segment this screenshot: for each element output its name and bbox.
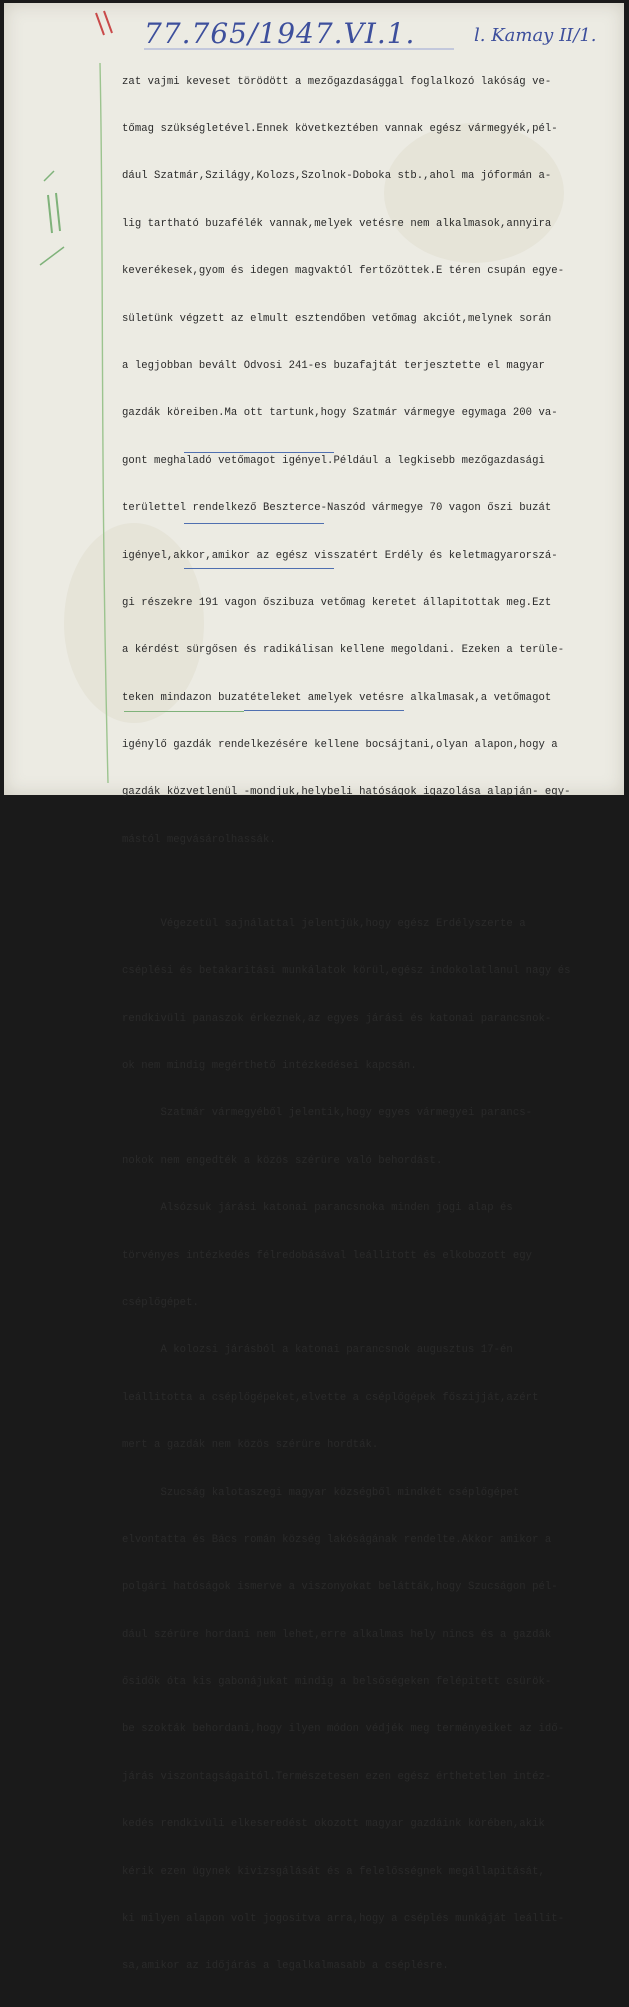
blue-underline — [184, 568, 334, 569]
text-line: kérik ezen ügynek kivizsgálását és a felelősségnek megállapitását, — [122, 1865, 545, 1878]
green-pencil-mark — [44, 171, 54, 181]
blue-underline — [244, 710, 404, 711]
typewritten-body — [122, 43, 622, 2007]
text-line: törvényes intézkedés félredobásával leállitott és elkobozott egy — [122, 1249, 533, 1262]
text-line: a legjobban bevált Odvosi 241-es buzafajtát terjesztette el magyar — [122, 359, 545, 372]
text-line: cséplési és betakaritási munkálatok körül,egész indokolatlanul nagy és — [122, 965, 571, 978]
text-line: Alsózsuk járási katonai parancsnoka minden jogi alap és — [122, 1202, 513, 1215]
text-line: polgári hatóságok ismerve a viszonyokat belátták,hogy Szucságon pél- — [122, 1581, 558, 1594]
text-line: nokok nem engedték a közös szérüre való behordást. — [122, 1154, 443, 1167]
text-line: Szucság kalotaszegi magyar községből mindkét cséplőgépet — [122, 1486, 520, 1499]
text-line: ősidők óta kis gabonájukat mindig a belsőségeken felépitett csürök- — [122, 1676, 552, 1689]
text-line: területtel rendelkező Beszterce-Naszód vármegye 70 vagon őszi buzát — [122, 502, 552, 515]
text-line: Szatmár vármegyéből jelentik,hogy egyes vármegyei parancs- — [122, 1107, 533, 1120]
margin-note: l. Kamay II/1. — [474, 25, 597, 46]
text-line: leállitotta a cséplőgépeket,elvette a cséplőgépek főszijját,azért — [122, 1391, 539, 1404]
text-line: Végezetül sajnálattal jelentjük,hogy egész Erdélyszerte a — [122, 917, 526, 930]
text-line: gazdák közvetlenül -mondjuk,helybeli hatóságok igazolása alapján- egy- — [122, 786, 571, 799]
paragraph-gap — [122, 880, 622, 885]
blue-underline — [184, 452, 334, 453]
text-line: ki milyen alapon volt jogositva arra,hogy a cséplés munkáját leállit- — [122, 1913, 565, 1926]
text-line: A kolozsi járásból a katonai parancsnok augusztus 17-én — [122, 1344, 513, 1357]
red-pencil-mark — [104, 11, 112, 33]
text-line: elvontatta és Bács román község lakóságának rendelte.Akkor amikor a — [122, 1533, 552, 1546]
red-pencil-mark — [96, 13, 104, 35]
green-pencil-mark — [56, 193, 60, 231]
text-line: lig tartható buzafélék vannak,melyek vetésre nem alkalmasok,annyira — [122, 217, 552, 230]
text-line: rendkivüli panaszok érkeznek,az egyes járási és katonai parancsnok- — [122, 1012, 552, 1025]
text-line: sületünk végzett az elmult esztendőben vetőmag akciót,melynek során — [122, 312, 552, 325]
text-line: cséplőgépet. — [122, 1296, 199, 1309]
text-line: igényel,akkor,amikor az egész visszatért Erdély és keletmagyarorszá- — [122, 549, 558, 562]
text-line: mert a gazdák nem közös szérüre hordták. — [122, 1439, 379, 1452]
text-line: tőmag szükségletével.Ennek következtében vannak egész vármegyék,pél- — [122, 122, 558, 135]
green-underline — [124, 711, 244, 712]
text-line: dául szérüre hordani nem lehet,erre alkalmas hely nincs és a gazdák — [122, 1628, 552, 1641]
text-line: gont meghaladó vetőmagot igényel.Például a legkisebb mezőgazdasági — [122, 454, 545, 467]
text-line: teken mindazon buzatételeket amelyek vetésre alkalmasak,a vetőmagot — [122, 691, 552, 704]
green-margin-line — [100, 63, 108, 783]
text-line: gazdák köreiben.Ma ott tartunk,hogy Szatmár vármegye egymaga 200 va- — [122, 407, 558, 420]
green-pencil-mark — [48, 195, 52, 233]
blue-underline — [184, 523, 324, 524]
text-line: mástól megvásárolhassák. — [122, 833, 276, 846]
text-line: járás viszontagságaitól.Természetesen ezen egész érthetetlen intéz- — [122, 1770, 552, 1783]
text-line: igénylő gazdák rendelkezésére kellene bocsájtani,olyan alapon,hogy a — [122, 739, 558, 752]
text-line: zat vajmi keveset törödött a mezőgazdasággal foglalkozó lakóság ve- — [122, 75, 552, 88]
text-line: kedés rendkivüli elkeseredést okozott magyar gazdáink körében,akik — [122, 1818, 545, 1831]
text-line: keverékesek,gyom és idegen magvaktól fertőzöttek.E téren csupán egye- — [122, 265, 565, 278]
text-line: sa,amikor az időjárás a legalkalmasabb a cséplésre. — [122, 1960, 449, 1973]
text-line: gi részekre 191 vagon őszibuza vetőmag keretet állapitottak meg.Ezt — [122, 596, 552, 609]
reference-number: 77.765/1947.VI.1. — [144, 17, 416, 50]
text-line: dául Szatmár,Szilágy,Kolozs,Szolnok-Doboka stb.,ahol ma jóformán a- — [122, 170, 552, 183]
document-page — [4, 3, 624, 1973]
green-pencil-mark — [40, 247, 64, 265]
text-line: a kérdést sürgősen és radikálisan kellene megoldani. Ezeken a terüle- — [122, 644, 565, 657]
text-line: be szokták behordani,hogy ilyen módon védjék meg terményeiket az idő- — [122, 1723, 565, 1736]
text-line: ok nem mindig megérthető intézkedései kapcsán. — [122, 1060, 417, 1072]
